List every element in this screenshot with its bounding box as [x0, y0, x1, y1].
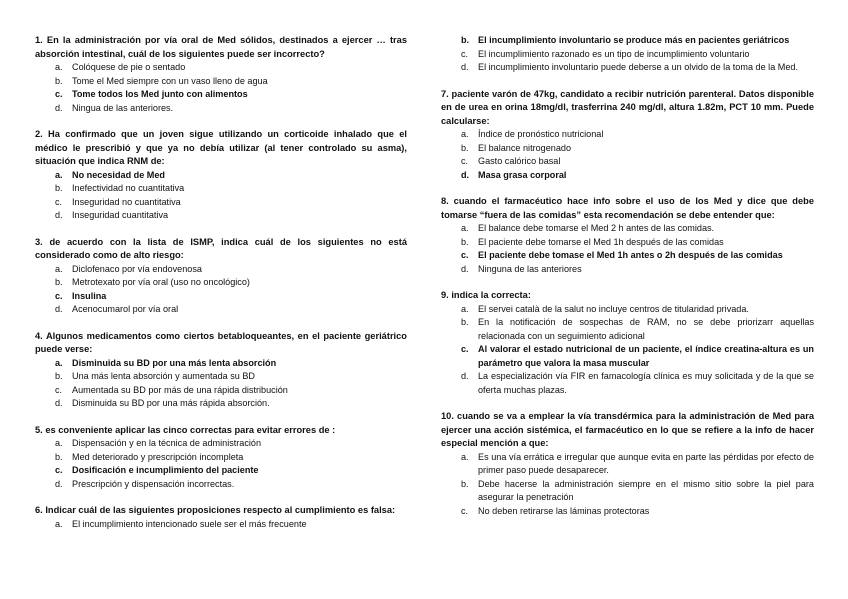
option-text: El incumplimiento involuntario se produce más en pacientes geriátricos — [478, 35, 790, 45]
answer-option — [35, 102, 407, 116]
question-block — [35, 128, 407, 223]
answer-option — [441, 142, 814, 156]
answer-option — [35, 182, 407, 196]
option-text: La especialización vía FIR en famacología clínica es muy solicitada y de la que se oferta muchas plazas. — [478, 371, 814, 395]
option-letter: b. — [55, 371, 63, 381]
option-letter: a. — [55, 263, 63, 274]
option-text: Metrotexato por vía oral (uso no oncológico) — [72, 277, 250, 287]
option-letter: d. — [55, 210, 63, 220]
option-letter: d. — [461, 169, 470, 180]
option-letter: d. — [55, 398, 63, 408]
option-text: Tome el Med siempre con un vaso lleno de agua — [72, 75, 268, 86]
option-text: Índice de pronóstico nutricional — [478, 129, 604, 139]
answer-option — [35, 263, 407, 277]
answer-option — [441, 249, 814, 263]
answer-option — [35, 196, 407, 210]
question-block — [441, 195, 814, 276]
question-text: 7. paciente varón de 47kg, candidato a recibir nutrición parenteral. Datos disponible en de urea en orina 18mg/dl, trasferrina 240 mg/dl, altura 1.82m, PCT 10 mm. Puede calcularse: — [441, 88, 814, 126]
answer-option — [441, 370, 814, 397]
option-text: El incumplimiento involuntario puede deberse a un olvido de la toma de la Med. — [478, 62, 798, 72]
answer-option — [35, 169, 407, 183]
answer-option — [35, 518, 407, 532]
question-text: 6. Indicar cuál de las siguientes proposiciones respecto al cumplimiento es falsa: — [35, 505, 396, 515]
answer-option — [441, 263, 814, 277]
option-text: Gasto calórico basal — [478, 156, 561, 166]
option-list — [35, 169, 407, 223]
option-text: Inseguridad no cuantitativa — [72, 196, 181, 207]
option-text: Insulina — [72, 290, 107, 301]
option-letter: c. — [461, 505, 469, 516]
option-list — [35, 437, 407, 491]
option-text: El balance debe tomarse el Med 2 h antes de las comidas. — [478, 223, 715, 233]
option-letter: b. — [55, 183, 63, 193]
answer-option — [35, 464, 407, 478]
option-letter: c. — [461, 48, 469, 59]
answer-option — [35, 370, 407, 384]
option-text: El incumplimiento intencionado suele ser el más frecuente — [72, 518, 307, 529]
answer-option — [35, 61, 407, 75]
question-block — [441, 410, 814, 518]
question-text: 4. Algunos medicamentos como ciertos betabloqueantes, en el paciente geriátrico puede verse: — [35, 330, 407, 354]
option-text: Prescripción y dispensación incorrectas. — [72, 478, 235, 489]
option-letter: a. — [461, 223, 469, 233]
option-list — [441, 451, 814, 519]
option-letter: b. — [461, 142, 469, 153]
answer-option — [441, 316, 814, 343]
option-list — [35, 518, 407, 532]
option-letter: b. — [461, 35, 470, 45]
option-letter: c. — [461, 156, 469, 166]
answer-option — [35, 357, 407, 371]
question-6-continuation — [441, 34, 814, 75]
answer-option — [35, 209, 407, 223]
option-letter: b. — [461, 317, 469, 327]
answer-option — [441, 48, 814, 62]
option-letter: d. — [55, 304, 63, 314]
option-list — [35, 61, 407, 115]
option-letter: a. — [461, 129, 469, 139]
option-text: Med deteriorado y prescripción incompleta — [72, 451, 244, 462]
option-text: Al valorar el estado nutricional de un paciente, el índice creatina-altura es un parámetro que valora la masa muscular — [478, 344, 814, 368]
option-text: Disminuida su BD por una más lenta absorción — [72, 357, 277, 368]
option-text: Ningua de las anteriores. — [72, 102, 174, 113]
option-text: En la notificación de sospechas de RAM, no se debe priorizarr aquellas relacionada con un seguimiento adicional — [478, 317, 814, 341]
option-text: Ninguna de las anteriores — [478, 263, 582, 274]
option-letter: d. — [55, 478, 63, 489]
option-text: El incumplimiento razonado es un tipo de incumplimiento voluntario — [478, 48, 750, 59]
option-list — [35, 263, 407, 317]
answer-option — [441, 61, 814, 75]
option-letter: a. — [461, 451, 469, 462]
option-text: Inseguridad cuantitativa — [72, 210, 169, 220]
answer-option — [441, 222, 814, 236]
option-list — [441, 34, 814, 75]
answer-option — [35, 303, 407, 317]
option-text: Masa grasa corporal — [478, 169, 567, 180]
question-block — [35, 504, 407, 531]
question-text: 10. cuando se va a emplear la vía transdérmica para la administración de Med para ejercer una acción sistémica, el farmacéutico en lo que se refiere a la info de hacer especial mención a que: — [441, 411, 814, 448]
right-column — [441, 34, 814, 531]
option-text: Aumentada su BD por más de una rápida distribución — [72, 384, 288, 395]
option-letter: d. — [55, 102, 63, 113]
option-text: No necesidad de Med — [72, 169, 165, 180]
question-block — [35, 424, 407, 492]
option-letter: a. — [55, 357, 63, 368]
answer-option — [35, 451, 407, 465]
left-column — [35, 34, 407, 544]
option-text: El servei català de la salut no incluye centros de titularidad privada. — [478, 303, 749, 314]
answer-option — [441, 478, 814, 505]
answer-option — [35, 88, 407, 102]
answer-option — [35, 397, 407, 411]
option-letter: a. — [55, 62, 63, 72]
option-letter: c. — [55, 384, 63, 395]
answer-option — [35, 478, 407, 492]
option-text: El paciente debe tomarse el Med 1h después de las comidas — [478, 236, 724, 247]
question-text: 8. cuando el farmacéutico hace info sobre el uso de los Med y dice que debe tomarse “fuera de las comidas” esta recomendación se debe entender que: — [441, 196, 814, 220]
option-letter: b. — [55, 451, 63, 462]
answer-option — [441, 236, 814, 250]
option-text: El balance nitrogenado — [478, 142, 572, 153]
option-letter: b. — [55, 277, 63, 287]
question-block — [441, 88, 814, 183]
answer-option — [441, 451, 814, 478]
option-letter: b. — [461, 478, 469, 489]
option-letter: b. — [55, 75, 63, 86]
option-letter: c. — [55, 89, 63, 99]
option-text: Acenocumarol por vía oral — [72, 304, 179, 314]
answer-option — [35, 384, 407, 398]
question-text: 5. es conveniente aplicar las cinco correctas para evitar errores de : — [35, 424, 336, 435]
option-letter: c. — [461, 344, 469, 354]
answer-option — [35, 276, 407, 290]
answer-option — [441, 169, 814, 183]
question-block — [35, 330, 407, 411]
option-letter: d. — [461, 62, 469, 72]
answer-option — [441, 128, 814, 142]
option-letter: c. — [55, 196, 63, 207]
option-letter: a. — [55, 169, 63, 180]
question-block — [35, 236, 407, 317]
option-text: Diclofenaco por vía endovenosa — [72, 263, 202, 274]
answer-option — [441, 303, 814, 317]
option-list — [441, 303, 814, 398]
option-list — [441, 128, 814, 182]
question-text: 1. En la administración por vía oral de Med sólidos, destinados a ejercer … tras absorción intestinal, cuál de los siguientes puede ser incorrecto? — [35, 35, 407, 59]
answer-option — [441, 34, 814, 48]
option-letter: c. — [55, 465, 63, 475]
option-text: Dispensación y en la técnica de administración — [72, 438, 262, 448]
answer-option — [35, 290, 407, 304]
option-letter: a. — [55, 518, 63, 529]
option-letter: d. — [461, 263, 469, 274]
option-letter: c. — [461, 250, 469, 260]
option-text: Tome todos los Med junto con alimentos — [72, 89, 248, 99]
question-block — [441, 289, 814, 397]
option-letter: b. — [461, 236, 469, 247]
option-text: Colóquese de pie o sentado — [72, 62, 186, 72]
option-text: Una más lenta absorción y aumentada su BD — [72, 371, 255, 381]
answer-option — [441, 155, 814, 169]
option-text: Dosificación e incumplimiento del paciente — [72, 465, 259, 475]
option-text: Es una vía errática e irregular que aunque evita en parte las pérdidas por efecto de primer paso puede desaparecer. — [478, 451, 814, 475]
answer-option — [441, 505, 814, 519]
question-text: 2. Ha confirmado que un joven sigue utilizando un corticoide inhalado que el médico le prescribió y que ya no debía utilizar (al tener controlado su asma), situación que indica RNM de: — [35, 129, 407, 166]
question-block — [35, 34, 407, 115]
option-letter: a. — [461, 303, 469, 314]
answer-option — [35, 437, 407, 451]
answer-option — [441, 343, 814, 370]
option-text: Disminuida su BD por una más rápida absorción. — [72, 398, 270, 408]
option-text: Inefectividad no cuantitativa — [72, 183, 185, 193]
answer-option — [35, 75, 407, 89]
option-letter: a. — [55, 438, 63, 448]
question-text: 3. de acuerdo con la lista de ISMP, indica cuál de los siguientes no está considerado como de alto riesgo: — [35, 236, 407, 260]
question-text: 9. indica la correcta: — [441, 290, 531, 300]
option-list — [441, 222, 814, 276]
option-letter: d. — [461, 371, 469, 381]
option-letter: c. — [55, 290, 63, 301]
option-text: El paciente debe tomase el Med 1h antes o 2h después de las comidas — [478, 250, 783, 260]
option-list — [35, 357, 407, 411]
option-text: Debe hacerse la administración siempre en el mismo sitio sobre la piel para asegurar la penetración — [478, 478, 814, 502]
option-text: No deben retirarse las láminas protectoras — [478, 505, 650, 516]
